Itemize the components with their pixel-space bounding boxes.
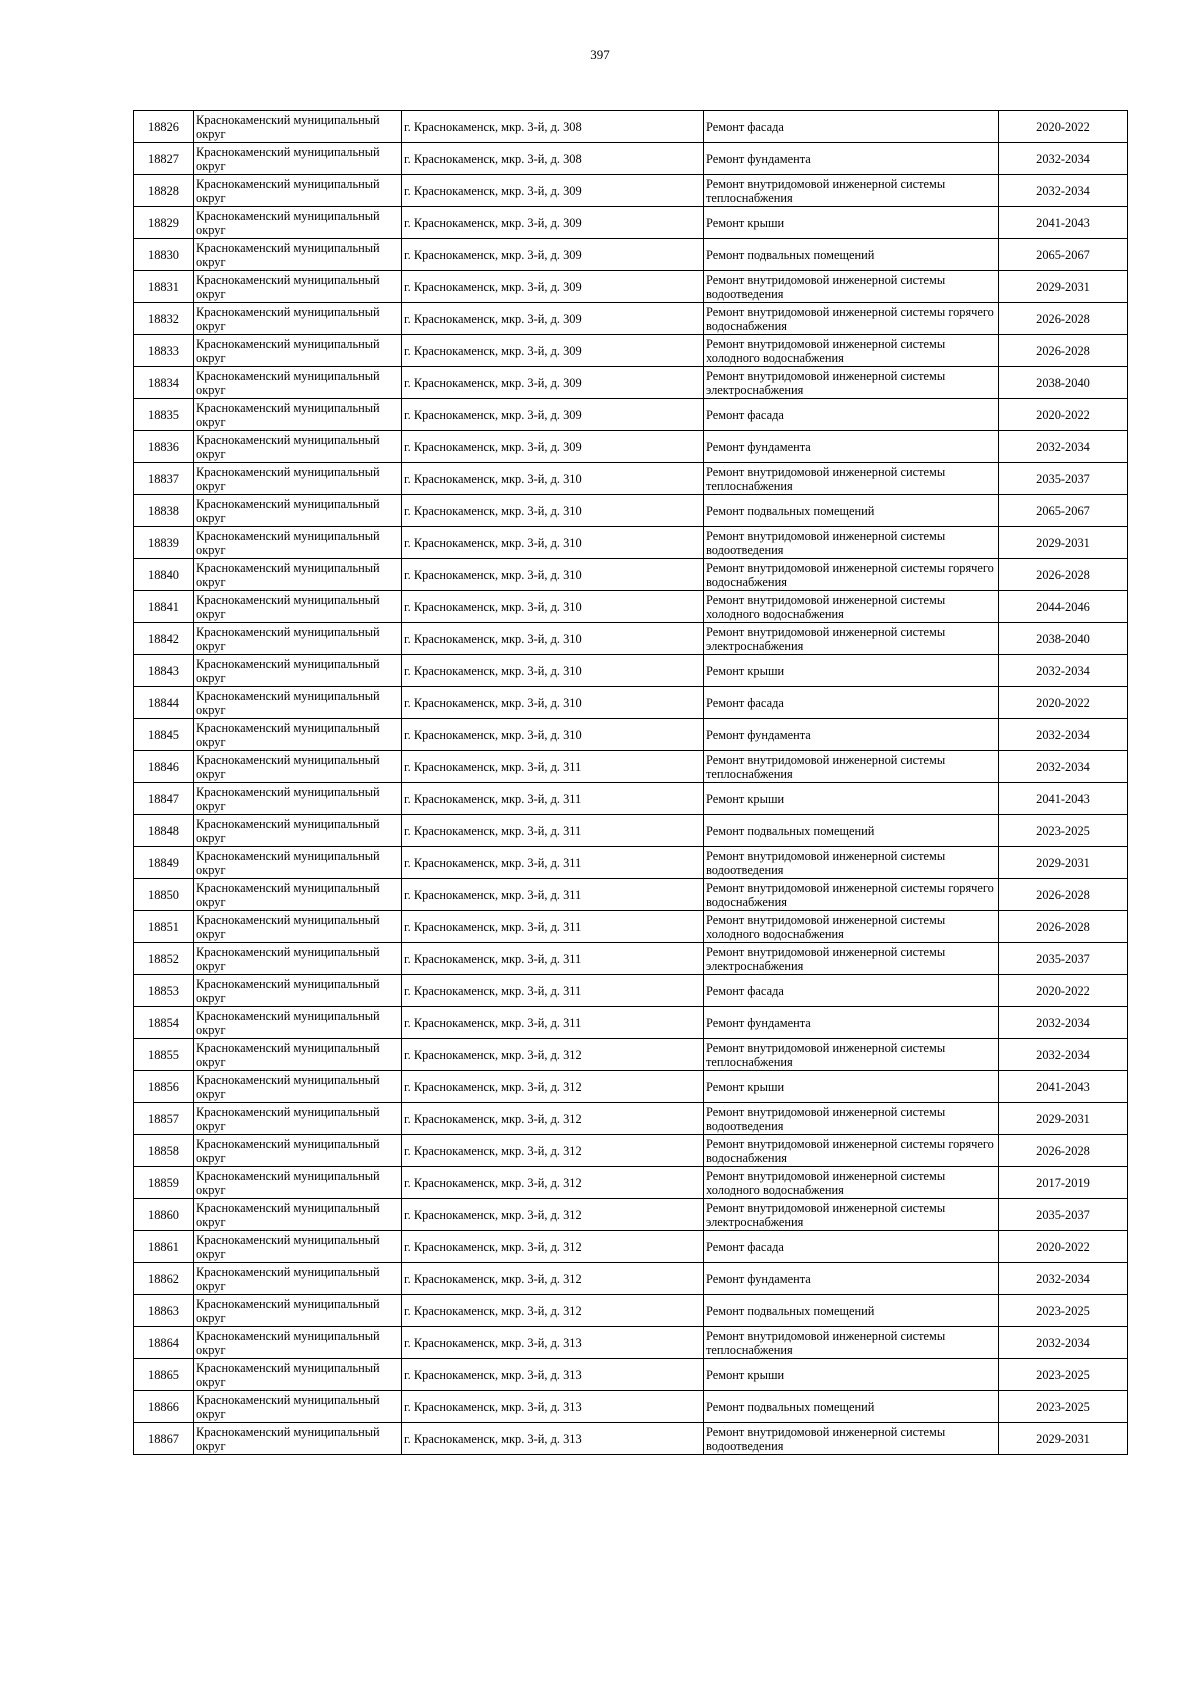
cell-address: г. Краснокаменск, мкр. 3-й, д. 309 (402, 399, 704, 431)
cell-address: г. Краснокаменск, мкр. 3-й, д. 309 (402, 303, 704, 335)
cell-work-type: Ремонт внутридомовой инженерной системы холодного водоснабжения (704, 591, 999, 623)
cell-row-number: 18864 (134, 1327, 194, 1359)
repair-schedule-table (133, 110, 1128, 1455)
cell-address: г. Краснокаменск, мкр. 3-й, д. 311 (402, 815, 704, 847)
cell-address: г. Краснокаменск, мкр. 3-й, д. 310 (402, 687, 704, 719)
cell-row-number: 18844 (134, 687, 194, 719)
cell-work-type: Ремонт внутридомовой инженерной системы горячего водоснабжения (704, 559, 999, 591)
cell-address: г. Краснокаменск, мкр. 3-й, д. 313 (402, 1391, 704, 1423)
cell-municipality: Краснокаменский муниципальный округ (194, 111, 402, 143)
cell-row-number: 18845 (134, 719, 194, 751)
table-row (134, 623, 1128, 655)
table-row (134, 495, 1128, 527)
table-row (134, 367, 1128, 399)
table-row (134, 111, 1128, 143)
cell-address: г. Краснокаменск, мкр. 3-й, д. 309 (402, 271, 704, 303)
table-row (134, 911, 1128, 943)
table-row (134, 591, 1128, 623)
cell-work-type: Ремонт внутридомовой инженерной системы холодного водоснабжения (704, 335, 999, 367)
cell-municipality: Краснокаменский муниципальный округ (194, 399, 402, 431)
table-row (134, 1167, 1128, 1199)
cell-period: 2041-2043 (999, 1071, 1128, 1103)
cell-row-number: 18841 (134, 591, 194, 623)
table-row (134, 143, 1128, 175)
cell-row-number: 18851 (134, 911, 194, 943)
table-row (134, 1103, 1128, 1135)
cell-work-type: Ремонт подвальных помещений (704, 495, 999, 527)
cell-work-type: Ремонт фасада (704, 975, 999, 1007)
table-row (134, 303, 1128, 335)
table-row (134, 1327, 1128, 1359)
cell-work-type: Ремонт фасада (704, 687, 999, 719)
cell-address: г. Краснокаменск, мкр. 3-й, д. 310 (402, 655, 704, 687)
table-row (134, 1135, 1128, 1167)
cell-municipality: Краснокаменский муниципальный округ (194, 879, 402, 911)
cell-address: г. Краснокаменск, мкр. 3-й, д. 310 (402, 623, 704, 655)
cell-municipality: Краснокаменский муниципальный округ (194, 1071, 402, 1103)
cell-municipality: Краснокаменский муниципальный округ (194, 1263, 402, 1295)
cell-municipality: Краснокаменский муниципальный округ (194, 1391, 402, 1423)
cell-address: г. Краснокаменск, мкр. 3-й, д. 310 (402, 719, 704, 751)
cell-municipality: Краснокаменский муниципальный округ (194, 431, 402, 463)
cell-work-type: Ремонт внутридомовой инженерной системы электроснабжения (704, 1199, 999, 1231)
cell-work-type: Ремонт крыши (704, 783, 999, 815)
cell-municipality: Краснокаменский муниципальный округ (194, 911, 402, 943)
cell-row-number: 18858 (134, 1135, 194, 1167)
cell-period: 2032-2034 (999, 655, 1128, 687)
cell-period: 2020-2022 (999, 111, 1128, 143)
cell-municipality: Краснокаменский муниципальный округ (194, 1359, 402, 1391)
table-row (134, 463, 1128, 495)
cell-municipality: Краснокаменский муниципальный округ (194, 1103, 402, 1135)
cell-row-number: 18862 (134, 1263, 194, 1295)
cell-row-number: 18830 (134, 239, 194, 271)
cell-row-number: 18835 (134, 399, 194, 431)
cell-row-number: 18861 (134, 1231, 194, 1263)
cell-municipality: Краснокаменский муниципальный округ (194, 527, 402, 559)
cell-work-type: Ремонт фундамента (704, 143, 999, 175)
cell-address: г. Краснокаменск, мкр. 3-й, д. 311 (402, 975, 704, 1007)
cell-work-type: Ремонт внутридомовой инженерной системы электроснабжения (704, 623, 999, 655)
cell-municipality: Краснокаменский муниципальный округ (194, 303, 402, 335)
cell-period: 2032-2034 (999, 1039, 1128, 1071)
cell-address: г. Краснокаменск, мкр. 3-й, д. 312 (402, 1295, 704, 1327)
cell-address: г. Краснокаменск, мкр. 3-й, д. 309 (402, 431, 704, 463)
table-row (134, 559, 1128, 591)
cell-municipality: Краснокаменский муниципальный округ (194, 1007, 402, 1039)
cell-period: 2032-2034 (999, 1263, 1128, 1295)
cell-period: 2026-2028 (999, 1135, 1128, 1167)
cell-address: г. Краснокаменск, мкр. 3-й, д. 312 (402, 1039, 704, 1071)
cell-work-type: Ремонт подвальных помещений (704, 1295, 999, 1327)
cell-municipality: Краснокаменский муниципальный округ (194, 175, 402, 207)
cell-municipality: Краснокаменский муниципальный округ (194, 271, 402, 303)
table-row (134, 847, 1128, 879)
cell-municipality: Краснокаменский муниципальный округ (194, 1295, 402, 1327)
cell-row-number: 18840 (134, 559, 194, 591)
table-row (134, 1039, 1128, 1071)
cell-period: 2038-2040 (999, 367, 1128, 399)
cell-work-type: Ремонт внутридомовой инженерной системы теплоснабжения (704, 1327, 999, 1359)
cell-period: 2023-2025 (999, 815, 1128, 847)
cell-row-number: 18866 (134, 1391, 194, 1423)
cell-period: 2038-2040 (999, 623, 1128, 655)
cell-period: 2035-2037 (999, 943, 1128, 975)
cell-period: 2023-2025 (999, 1391, 1128, 1423)
cell-period: 2026-2028 (999, 559, 1128, 591)
table-row (134, 239, 1128, 271)
table-row (134, 207, 1128, 239)
cell-municipality: Краснокаменский муниципальный округ (194, 143, 402, 175)
cell-period: 2032-2034 (999, 1327, 1128, 1359)
table-row (134, 527, 1128, 559)
cell-municipality: Краснокаменский муниципальный округ (194, 335, 402, 367)
table-row (134, 815, 1128, 847)
cell-work-type: Ремонт внутридомовой инженерной системы теплоснабжения (704, 463, 999, 495)
cell-municipality: Краснокаменский муниципальный округ (194, 719, 402, 751)
cell-address: г. Краснокаменск, мкр. 3-й, д. 312 (402, 1199, 704, 1231)
cell-row-number: 18829 (134, 207, 194, 239)
cell-work-type: Ремонт фундамента (704, 719, 999, 751)
cell-work-type: Ремонт внутридомовой инженерной системы теплоснабжения (704, 751, 999, 783)
cell-municipality: Краснокаменский муниципальный округ (194, 559, 402, 591)
table-row (134, 1263, 1128, 1295)
cell-period: 2020-2022 (999, 399, 1128, 431)
cell-period: 2029-2031 (999, 271, 1128, 303)
cell-period: 2032-2034 (999, 175, 1128, 207)
table-row (134, 335, 1128, 367)
cell-municipality: Краснокаменский муниципальный округ (194, 367, 402, 399)
table-row (134, 175, 1128, 207)
cell-work-type: Ремонт крыши (704, 1071, 999, 1103)
cell-municipality: Краснокаменский муниципальный округ (194, 1231, 402, 1263)
cell-address: г. Краснокаменск, мкр. 3-й, д. 309 (402, 335, 704, 367)
cell-municipality: Краснокаменский муниципальный округ (194, 687, 402, 719)
cell-row-number: 18837 (134, 463, 194, 495)
cell-row-number: 18832 (134, 303, 194, 335)
page-number: 397 (590, 47, 610, 62)
table-body (134, 111, 1128, 1455)
cell-work-type: Ремонт внутридомовой инженерной системы водоотведения (704, 271, 999, 303)
cell-row-number: 18865 (134, 1359, 194, 1391)
table-row (134, 975, 1128, 1007)
cell-period: 2041-2043 (999, 783, 1128, 815)
table-row (134, 943, 1128, 975)
cell-municipality: Краснокаменский муниципальный округ (194, 239, 402, 271)
table-row (134, 1391, 1128, 1423)
cell-period: 2035-2037 (999, 1199, 1128, 1231)
cell-address: г. Краснокаменск, мкр. 3-й, д. 311 (402, 943, 704, 975)
cell-address: г. Краснокаменск, мкр. 3-й, д. 313 (402, 1423, 704, 1455)
cell-period: 2029-2031 (999, 847, 1128, 879)
cell-address: г. Краснокаменск, мкр. 3-й, д. 310 (402, 559, 704, 591)
table-row (134, 1423, 1128, 1455)
cell-work-type: Ремонт фундамента (704, 431, 999, 463)
cell-address: г. Краснокаменск, мкр. 3-й, д. 308 (402, 111, 704, 143)
cell-period: 2032-2034 (999, 719, 1128, 751)
cell-address: г. Краснокаменск, мкр. 3-й, д. 312 (402, 1103, 704, 1135)
cell-period: 2026-2028 (999, 335, 1128, 367)
table-row (134, 1359, 1128, 1391)
cell-row-number: 18834 (134, 367, 194, 399)
cell-work-type: Ремонт фасада (704, 399, 999, 431)
cell-row-number: 18838 (134, 495, 194, 527)
cell-address: г. Краснокаменск, мкр. 3-й, д. 311 (402, 1007, 704, 1039)
cell-row-number: 18859 (134, 1167, 194, 1199)
table-row (134, 1199, 1128, 1231)
cell-row-number: 18831 (134, 271, 194, 303)
cell-address: г. Краснокаменск, мкр. 3-й, д. 311 (402, 783, 704, 815)
table-row (134, 719, 1128, 751)
cell-work-type: Ремонт внутридомовой инженерной системы водоотведения (704, 1103, 999, 1135)
table-row (134, 1007, 1128, 1039)
cell-period: 2029-2031 (999, 527, 1128, 559)
cell-row-number: 18852 (134, 943, 194, 975)
cell-address: г. Краснокаменск, мкр. 3-й, д. 309 (402, 175, 704, 207)
table-row (134, 1071, 1128, 1103)
cell-address: г. Краснокаменск, мкр. 3-й, д. 313 (402, 1359, 704, 1391)
cell-work-type: Ремонт фасада (704, 111, 999, 143)
cell-municipality: Краснокаменский муниципальный округ (194, 463, 402, 495)
cell-municipality: Краснокаменский муниципальный округ (194, 1039, 402, 1071)
cell-row-number: 18846 (134, 751, 194, 783)
cell-address: г. Краснокаменск, мкр. 3-й, д. 311 (402, 847, 704, 879)
cell-address: г. Краснокаменск, мкр. 3-й, д. 310 (402, 527, 704, 559)
table-row (134, 687, 1128, 719)
cell-work-type: Ремонт фундамента (704, 1263, 999, 1295)
cell-address: г. Краснокаменск, мкр. 3-й, д. 310 (402, 591, 704, 623)
cell-work-type: Ремонт внутридомовой инженерной системы водоотведения (704, 1423, 999, 1455)
cell-municipality: Краснокаменский муниципальный округ (194, 591, 402, 623)
cell-row-number: 18833 (134, 335, 194, 367)
cell-work-type: Ремонт внутридомовой инженерной системы теплоснабжения (704, 175, 999, 207)
cell-work-type: Ремонт крыши (704, 1359, 999, 1391)
cell-row-number: 18863 (134, 1295, 194, 1327)
table-row (134, 431, 1128, 463)
cell-period: 2026-2028 (999, 303, 1128, 335)
cell-work-type: Ремонт внутридомовой инженерной системы электроснабжения (704, 943, 999, 975)
cell-address: г. Краснокаменск, мкр. 3-й, д. 311 (402, 879, 704, 911)
cell-row-number: 18827 (134, 143, 194, 175)
cell-period: 2032-2034 (999, 143, 1128, 175)
cell-row-number: 18856 (134, 1071, 194, 1103)
cell-work-type: Ремонт крыши (704, 207, 999, 239)
cell-period: 2041-2043 (999, 207, 1128, 239)
cell-work-type: Ремонт фундамента (704, 1007, 999, 1039)
cell-period: 2032-2034 (999, 431, 1128, 463)
cell-address: г. Краснокаменск, мкр. 3-й, д. 312 (402, 1231, 704, 1263)
cell-row-number: 18839 (134, 527, 194, 559)
cell-period: 2035-2037 (999, 463, 1128, 495)
cell-row-number: 18849 (134, 847, 194, 879)
cell-period: 2029-2031 (999, 1423, 1128, 1455)
cell-address: г. Краснокаменск, мкр. 3-й, д. 313 (402, 1327, 704, 1359)
table-row (134, 751, 1128, 783)
cell-row-number: 18860 (134, 1199, 194, 1231)
cell-municipality: Краснокаменский муниципальный округ (194, 815, 402, 847)
cell-address: г. Краснокаменск, мкр. 3-й, д. 308 (402, 143, 704, 175)
cell-municipality: Краснокаменский муниципальный округ (194, 495, 402, 527)
cell-municipality: Краснокаменский муниципальный округ (194, 1167, 402, 1199)
cell-address: г. Краснокаменск, мкр. 3-й, д. 311 (402, 751, 704, 783)
cell-row-number: 18843 (134, 655, 194, 687)
cell-period: 2026-2028 (999, 879, 1128, 911)
cell-row-number: 18826 (134, 111, 194, 143)
cell-period: 2065-2067 (999, 495, 1128, 527)
cell-municipality: Краснокаменский муниципальный округ (194, 1199, 402, 1231)
cell-work-type: Ремонт подвальных помещений (704, 815, 999, 847)
cell-municipality: Краснокаменский муниципальный округ (194, 975, 402, 1007)
cell-address: г. Краснокаменск, мкр. 3-й, д. 312 (402, 1167, 704, 1199)
cell-period: 2032-2034 (999, 1007, 1128, 1039)
cell-period: 2029-2031 (999, 1103, 1128, 1135)
table-row (134, 655, 1128, 687)
cell-address: г. Краснокаменск, мкр. 3-й, д. 311 (402, 911, 704, 943)
cell-work-type: Ремонт внутридомовой инженерной системы холодного водоснабжения (704, 911, 999, 943)
cell-work-type: Ремонт внутридомовой инженерной системы холодного водоснабжения (704, 1167, 999, 1199)
cell-municipality: Краснокаменский муниципальный округ (194, 943, 402, 975)
cell-work-type: Ремонт внутридомовой инженерной системы горячего водоснабжения (704, 1135, 999, 1167)
cell-address: г. Краснокаменск, мкр. 3-й, д. 309 (402, 207, 704, 239)
cell-row-number: 18842 (134, 623, 194, 655)
cell-row-number: 18867 (134, 1423, 194, 1455)
cell-municipality: Краснокаменский муниципальный округ (194, 1423, 402, 1455)
cell-address: г. Краснокаменск, мкр. 3-й, д. 312 (402, 1071, 704, 1103)
cell-work-type: Ремонт внутридомовой инженерной системы горячего водоснабжения (704, 303, 999, 335)
cell-row-number: 18850 (134, 879, 194, 911)
cell-row-number: 18848 (134, 815, 194, 847)
cell-row-number: 18853 (134, 975, 194, 1007)
cell-address: г. Краснокаменск, мкр. 3-й, д. 310 (402, 495, 704, 527)
table-row (134, 271, 1128, 303)
cell-period: 2017-2019 (999, 1167, 1128, 1199)
cell-period: 2023-2025 (999, 1359, 1128, 1391)
cell-row-number: 18855 (134, 1039, 194, 1071)
cell-period: 2044-2046 (999, 591, 1128, 623)
table-row (134, 783, 1128, 815)
cell-work-type: Ремонт внутридомовой инженерной системы водоотведения (704, 527, 999, 559)
cell-address: г. Краснокаменск, мкр. 3-й, д. 309 (402, 367, 704, 399)
cell-municipality: Краснокаменский муниципальный округ (194, 1135, 402, 1167)
cell-municipality: Краснокаменский муниципальный округ (194, 623, 402, 655)
cell-work-type: Ремонт подвальных помещений (704, 239, 999, 271)
table-row (134, 1231, 1128, 1263)
cell-period: 2020-2022 (999, 975, 1128, 1007)
cell-municipality: Краснокаменский муниципальный округ (194, 1327, 402, 1359)
cell-municipality: Краснокаменский муниципальный округ (194, 847, 402, 879)
cell-period: 2026-2028 (999, 911, 1128, 943)
cell-municipality: Краснокаменский муниципальный округ (194, 751, 402, 783)
cell-work-type: Ремонт внутридомовой инженерной системы электроснабжения (704, 367, 999, 399)
table-row (134, 1295, 1128, 1327)
cell-work-type: Ремонт внутридомовой инженерной системы горячего водоснабжения (704, 879, 999, 911)
cell-row-number: 18836 (134, 431, 194, 463)
cell-row-number: 18854 (134, 1007, 194, 1039)
table-row (134, 879, 1128, 911)
cell-work-type: Ремонт внутридомовой инженерной системы водоотведения (704, 847, 999, 879)
cell-municipality: Краснокаменский муниципальный округ (194, 655, 402, 687)
cell-work-type: Ремонт внутридомовой инженерной системы теплоснабжения (704, 1039, 999, 1071)
cell-address: г. Краснокаменск, мкр. 3-й, д. 312 (402, 1135, 704, 1167)
cell-period: 2020-2022 (999, 1231, 1128, 1263)
cell-period: 2023-2025 (999, 1295, 1128, 1327)
cell-row-number: 18847 (134, 783, 194, 815)
cell-address: г. Краснокаменск, мкр. 3-й, д. 312 (402, 1263, 704, 1295)
cell-municipality: Краснокаменский муниципальный округ (194, 207, 402, 239)
cell-period: 2020-2022 (999, 687, 1128, 719)
cell-work-type: Ремонт фасада (704, 1231, 999, 1263)
cell-municipality: Краснокаменский муниципальный округ (194, 783, 402, 815)
cell-row-number: 18828 (134, 175, 194, 207)
cell-work-type: Ремонт подвальных помещений (704, 1391, 999, 1423)
table-row (134, 399, 1128, 431)
cell-address: г. Краснокаменск, мкр. 3-й, д. 309 (402, 239, 704, 271)
cell-work-type: Ремонт крыши (704, 655, 999, 687)
cell-period: 2032-2034 (999, 751, 1128, 783)
cell-period: 2065-2067 (999, 239, 1128, 271)
cell-row-number: 18857 (134, 1103, 194, 1135)
cell-address: г. Краснокаменск, мкр. 3-й, д. 310 (402, 463, 704, 495)
